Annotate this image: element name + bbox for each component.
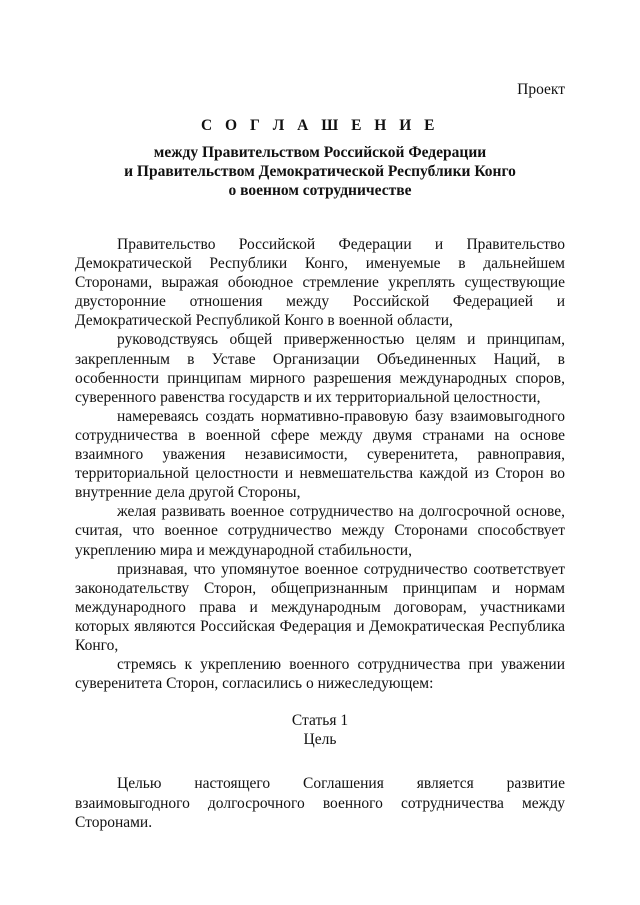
article-1-text: Целью настоящего Соглашения является развитие взаимовыгодного долгосрочного военного сотрудничества между Сторонами.	[75, 775, 565, 831]
title-block	[75, 116, 565, 200]
document-body	[75, 235, 565, 832]
preamble-paragraph-1: Правительство Российской Федерации и Правительство Демократической Республики Конго, именуемые в дальнейшем Сторонами, выражая обоюдное стремление укреплять существующие двусторонние отношения между Российской Федерацией и Демократической Республикой Конго в военной области,	[75, 236, 565, 330]
document-title: С О Г Л А Ш Е Н И Е	[200, 117, 440, 134]
document-subtitle-line-2: и Правительством Демократической Республики Конго	[124, 163, 516, 181]
article-1-name: Цель	[303, 731, 337, 749]
preamble-paragraph-3: намереваясь создать нормативно-правовую базу взаимовыгодного сотрудничества в военной сфере между двумя странами на основе взаимного уважения независимости, суверенитета, равноправия, территориальной целостности и невмешательства каждой из Сторон во внутренние дела другой Стороны,	[75, 407, 565, 502]
article-1-number: Статья 1	[291, 712, 349, 730]
document-subtitle-line-1: между Правительством Российской Федерации	[153, 144, 487, 162]
draft-mark: Проект	[517, 81, 565, 98]
article-1-heading	[75, 711, 565, 749]
document-subtitle-line-3: о военном сотрудничестве	[228, 182, 412, 200]
preamble-paragraph-5: признавая, что упомянутое военное сотрудничество соответствует законодательству Сторон, общепризнанным принципам и нормам международного права и международным договорам, участниками которых являются Российская Федерация и Демократическая Республика Конго,	[75, 560, 565, 654]
preamble-paragraph-4: желая развивать военное сотрудничество на долгосрочной основе, считая, что военное сотрудничество между Сторонами способствует укреплению мира и международной стабильности,	[75, 503, 565, 559]
preamble-paragraph-6: стремясь к укреплению военного сотрудничества при уважении суверенитета Сторон, согласились о нижеследующем:	[75, 656, 565, 693]
preamble-paragraph-2: руководствуясь общей приверженностью целям и принципам, закрепленным в Уставе Организации Объединенных Наций, в особенности принципам мирного разрешения международных споров, суверенного равенства государств и их территориальной целостности,	[75, 331, 565, 406]
